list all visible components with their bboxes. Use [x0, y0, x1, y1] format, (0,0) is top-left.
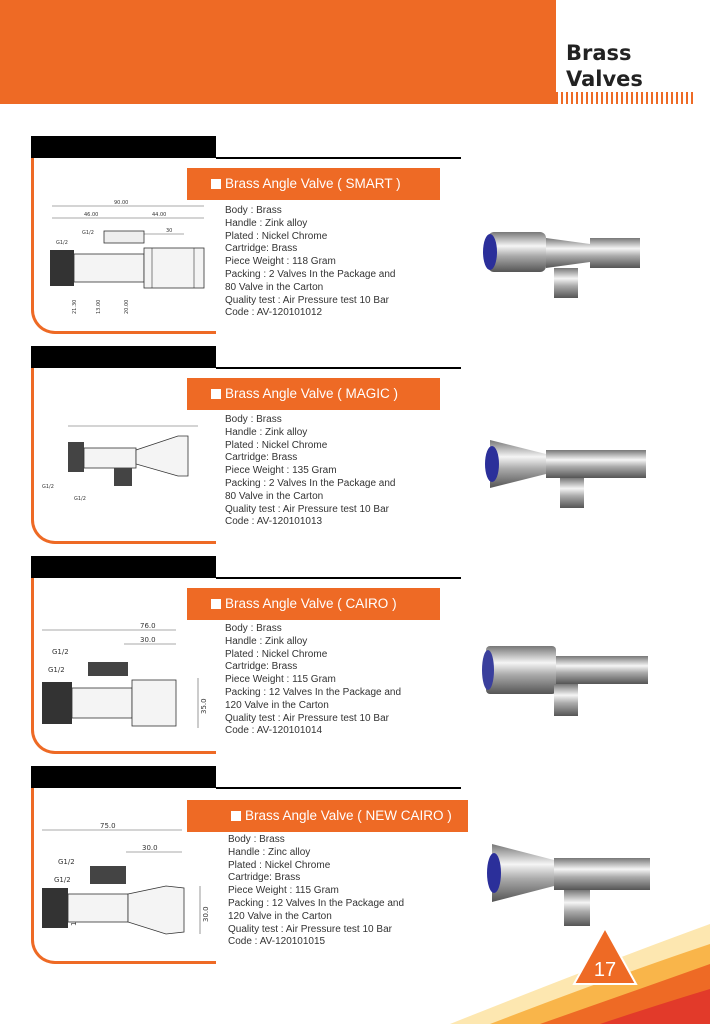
dimension-label: 46.00: [84, 212, 99, 218]
spec-line: Handle : Zinc alloy: [228, 846, 311, 858]
page-number: 17: [593, 959, 617, 981]
technical-drawing: [36, 618, 214, 748]
spec-line: Cartridge: Brass: [225, 243, 298, 255]
section-rule: [216, 157, 461, 159]
dimension-label: G1/2: [56, 240, 68, 246]
title-line-1: Brass: [566, 41, 632, 65]
section-black-bar: [31, 766, 216, 788]
bullet-square-icon: [231, 811, 241, 821]
spec-line: Piece Weight : 115 Gram: [228, 885, 339, 897]
dimension-label: G1/2: [74, 496, 86, 502]
dimension-label: 30: [166, 228, 173, 234]
spec-line: Handle : Zink alloy: [225, 426, 308, 438]
spec-line: Quality test : Air Pressure test 10 Bar: [225, 712, 389, 724]
dimension-label: 30.0: [142, 844, 158, 852]
spec-line: Quality test : Air Pressure test 10 Bar: [225, 294, 389, 306]
dimension-label: 21.30: [72, 299, 78, 314]
spec-line: Body : Brass: [228, 834, 285, 845]
product-section-smart: [0, 136, 710, 336]
bullet-square-icon: [211, 389, 221, 399]
dimension-label: 44.00: [152, 212, 167, 218]
section-black-bar: [31, 556, 216, 578]
dimension-label: G1/2: [52, 648, 69, 656]
spec-line: 80 Valve in the Carton: [225, 281, 324, 293]
technical-drawing: [44, 196, 214, 326]
spec-line: Handle : Zink alloy: [225, 635, 308, 647]
dimension-label: 30.0: [140, 636, 156, 644]
spec-line: 120 Valve in the Carton: [225, 699, 329, 711]
spec-line: Packing : 12 Valves In the Package and: [225, 686, 402, 698]
spec-list: [225, 414, 405, 529]
product-label-text: Brass Angle Valve ( CAIRO ): [225, 596, 397, 611]
spec-line: Code : AV-120101015: [228, 936, 326, 948]
product-label: [187, 588, 440, 620]
section-black-bar: [31, 346, 216, 368]
title-line-2: Valves: [566, 67, 643, 91]
title-tick-decoration: [556, 92, 696, 104]
dimension-label: 30.0: [202, 906, 210, 922]
bullet-square-icon: [211, 179, 221, 189]
product-label-text: Brass Angle Valve ( MAGIC ): [225, 386, 399, 401]
section-rule: [216, 367, 461, 369]
spec-line: Plated : Nickel Chrome: [225, 648, 328, 660]
header-banner: [0, 0, 556, 104]
section-black-bar: [31, 136, 216, 158]
spec-line: Piece Weight : 135 Gram: [225, 465, 337, 477]
product-label-text: Brass Angle Valve ( SMART ): [225, 176, 401, 191]
spec-line: Code : AV-120101013: [225, 516, 323, 528]
spec-list: [225, 623, 405, 738]
spec-line: Code : AV-120101012: [225, 307, 323, 319]
dimension-label: 90.00: [114, 200, 129, 206]
spec-line: Body : Brass: [225, 623, 282, 634]
dimension-label: G1/2: [82, 230, 94, 236]
product-label-text: Brass Angle Valve ( NEW CAIRO ): [245, 808, 452, 823]
technical-drawing: [36, 822, 214, 952]
dimension-label: G1/2: [54, 876, 71, 884]
spec-line: Plated : Nickel Chrome: [225, 230, 328, 242]
spec-list: [225, 205, 405, 320]
spec-line: 120 Valve in the Carton: [228, 910, 332, 922]
dimension-label: 35.0: [200, 698, 208, 714]
section-rule: [216, 787, 461, 789]
dimension-label: 20.00: [124, 299, 130, 314]
valve-photo: [476, 428, 656, 518]
spec-line: Cartridge: Brass: [225, 661, 298, 673]
section-rule: [216, 577, 461, 579]
page-number-decoration: [450, 894, 710, 1024]
technical-drawing: [38, 412, 214, 512]
dimension-label: 76.0: [140, 622, 156, 630]
bullet-square-icon: [211, 599, 221, 609]
dimension-label: 75.0: [100, 822, 116, 830]
spec-line: Quality test : Air Pressure test 10 Bar: [225, 503, 389, 515]
spec-line: Handle : Zink alloy: [225, 217, 308, 229]
page-title: [566, 40, 643, 92]
spec-line: Packing : 2 Valves In the Package and: [225, 268, 396, 280]
spec-line: Body : Brass: [225, 205, 282, 216]
spec-line: Quality test : Air Pressure test 10 Bar: [228, 923, 392, 935]
spec-line: Packing : 2 Valves In the Package and: [225, 477, 396, 489]
spec-line: Piece Weight : 118 Gram: [225, 256, 336, 268]
spec-line: Cartridge: Brass: [225, 452, 298, 464]
dimension-label: G1/2: [48, 666, 65, 674]
spec-list: [228, 834, 408, 949]
dimension-label: G1/2: [42, 484, 54, 490]
spec-line: Code : AV-120101014: [225, 725, 323, 737]
dimension-label: G1/2: [58, 858, 75, 866]
dimension-label: 13.00: [96, 299, 102, 314]
product-section-magic: [0, 346, 710, 546]
product-section-cairo: [0, 556, 710, 756]
valve-photo: [470, 216, 650, 306]
product-label: [187, 800, 468, 832]
spec-line: Piece Weight : 115 Gram: [225, 674, 336, 686]
product-label: [187, 378, 440, 410]
spec-line: Cartridge: Brass: [228, 872, 301, 884]
spec-line: Packing : 12 Valves In the Package and: [228, 897, 405, 909]
spec-line: Plated : Nickel Chrome: [228, 859, 331, 871]
spec-line: Plated : Nickel Chrome: [225, 439, 328, 451]
valve-photo: [476, 636, 656, 726]
product-label: [187, 168, 440, 200]
spec-line: 80 Valve in the Carton: [225, 490, 324, 502]
spec-line: Body : Brass: [225, 414, 282, 425]
